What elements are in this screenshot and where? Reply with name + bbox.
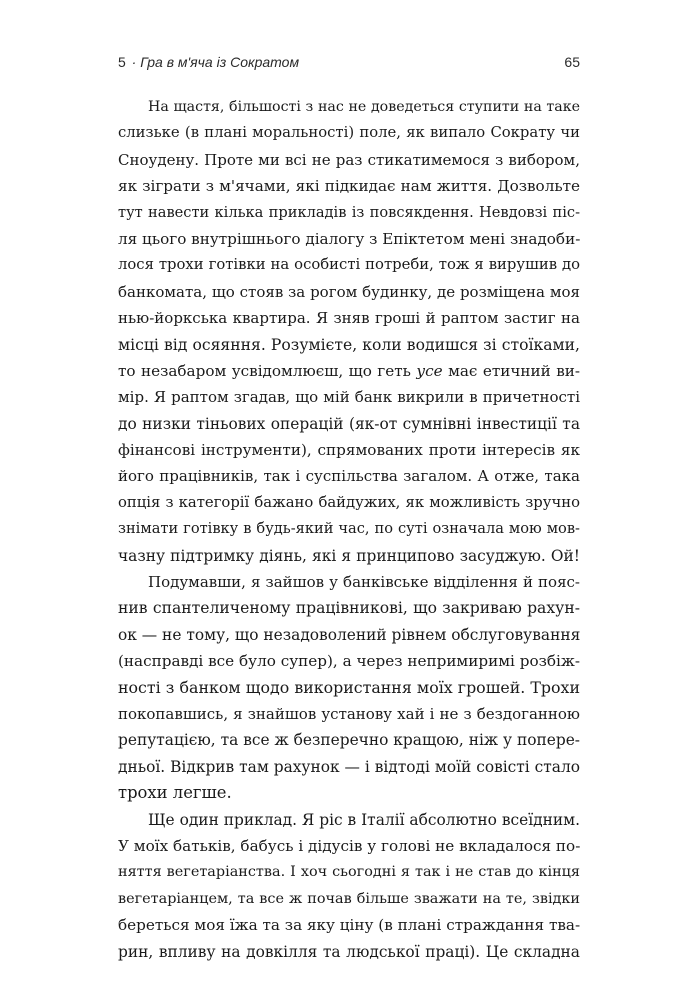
text-line: покопавшись, я знайшов установу хай і не з бездоганною — [118, 704, 580, 723]
text-line: рин, впливу на довкілля та людської праці). Це складна — [118, 942, 580, 961]
text-line: ля цього внутрішнього діалогу з Епіктетом мені знадоби- — [118, 229, 581, 248]
text-line: дньої. Відкрив там рахунок — і відтоді моїй совісті стало — [118, 757, 580, 776]
text-line: Ще один приклад. Я ріс в Італії абсолютно всеїдним. — [148, 810, 580, 829]
chapter-number: 5 — [118, 54, 126, 70]
page-number: 65 — [564, 54, 580, 70]
text-line: чазну підтримку діянь, які я принципово засуджую. Ой! — [118, 546, 580, 565]
text-line: ності з банком щодо використання моїх грошей. Трохи — [118, 677, 580, 697]
chapter-separator: · — [127, 54, 141, 70]
text-line: нив спантеличеному працівникові, що закриваю рахун- — [118, 599, 580, 618]
text-line: вегетаріанцем, та все ж почав більше зважати на те, звідки — [118, 890, 580, 907]
text-line: Сноудену. Проте ми всі не раз стикатимемося з вибором, — [118, 150, 580, 169]
chapter-heading — [118, 54, 299, 70]
text-line: репутацією, та все ж безперечно кращою, ніж у попере- — [118, 731, 580, 750]
text-line: У моїх батьків, бабусь і дідусів у голові не вкладалося по- — [118, 836, 581, 855]
text-line: місці від осяяння. Розумієте, коли водишся зі стоїками, — [118, 335, 580, 354]
paragraph — [118, 94, 580, 569]
text-line: банкомата, що стояв за рогом будинку, де розміщена моя — [118, 282, 580, 301]
text-span: має етичний ви- — [448, 361, 580, 380]
paragraph — [118, 807, 580, 965]
text-line: як зіграти з м'ячами, які підкидає нам життя. Дозвольте — [118, 177, 580, 196]
text-line: слизьке (в плані моральності) поле, як випало Сократу чи — [118, 124, 580, 142]
text-line: мір. Я раптом згадав, що мій банк викрили в причетності — [118, 388, 580, 407]
text-line: няття вегетаріанства. І хоч сьогодні я так і не став до кінця — [118, 864, 580, 881]
text-line — [118, 358, 580, 384]
text-line: фінансові інструменти), спрямованих проти інтересів як — [118, 441, 580, 460]
text-line: трохи легше. — [118, 783, 232, 803]
text-line: Подумавши, я зайшов у банківське відділення й пояс- — [148, 573, 580, 592]
body-text — [118, 94, 580, 965]
text-span: то незабаром усвідомлюєш, що геть — [118, 361, 411, 380]
text-line: опція з категорії бажано байдужих, як можливість зручно — [118, 493, 580, 511]
text-line: (насправді все було супер), а через непримиримі розбіж- — [118, 652, 580, 671]
chapter-title: Гра в м'яча із Сократом — [140, 54, 300, 70]
text-line: береться моя їжа та за яку ціну (в плані страждання тва- — [118, 916, 581, 935]
text-line: його працівників, так і суспільства загалом. А отже, така — [118, 467, 580, 486]
text-line: ок — не тому, що незадоволений рівнем обслуговування — [118, 625, 581, 644]
text-line: знімати готівку в будь-який час, по суті означала мою мов- — [118, 520, 580, 538]
text-line: тут навести кілька прикладів із повсякдення. Невдовзі піс- — [118, 203, 580, 221]
text-line: до низки тіньових операцій (як-от сумнівні інвестиції та — [118, 414, 580, 433]
text-line: На щастя, більшості з нас не доведеться ступити на таке — [148, 99, 580, 115]
paragraph — [118, 569, 580, 807]
text-line: нью-йоркська квартира. Я зняв гроші й раптом застиг на — [118, 309, 580, 328]
italic-emphasis: усе — [416, 361, 443, 380]
text-line: лося трохи готівки на особисті потреби, тож я вирушив до — [118, 256, 580, 274]
